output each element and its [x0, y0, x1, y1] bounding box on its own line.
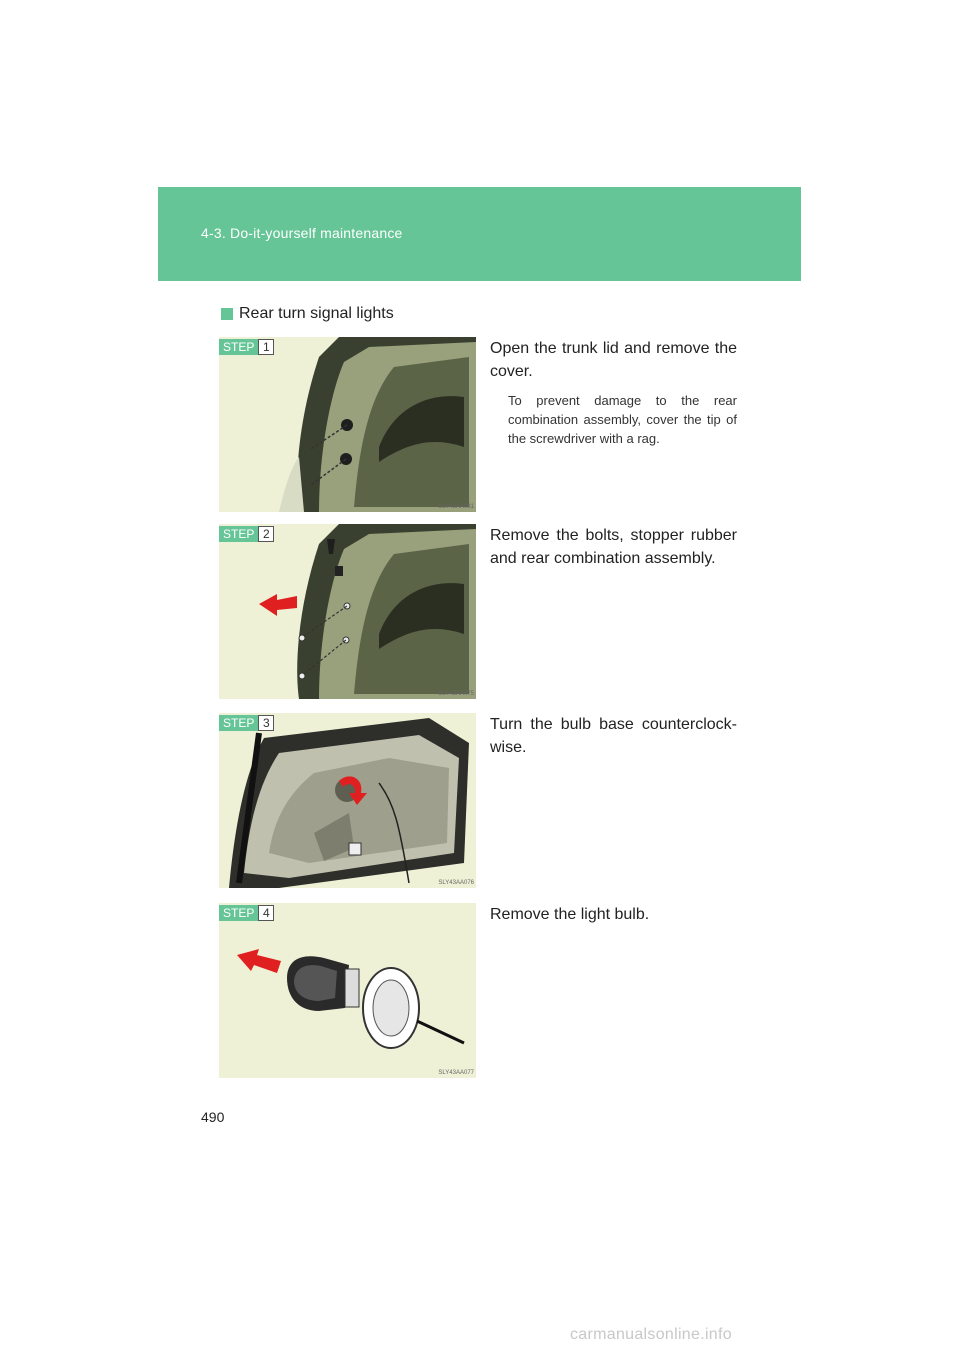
step-4-text	[490, 903, 737, 926]
step-note: To prevent damage to the rear combination assembly, cover the tip of the screwdriver with a rag.	[508, 393, 737, 446]
step-3	[219, 713, 799, 888]
step-instruction: Open the trunk lid and remove the cover.	[490, 340, 737, 380]
image-code: SLY43AA076	[438, 880, 474, 886]
light-bulb-illustration	[219, 903, 476, 1078]
step-1	[219, 337, 799, 512]
trunk-cover-illustration	[219, 337, 476, 512]
step-label: STEP	[219, 905, 258, 921]
step-number: 3	[258, 715, 274, 731]
page-number: 490	[201, 1109, 225, 1125]
step-badge	[219, 905, 274, 921]
image-code: SLY43AA077	[438, 1070, 474, 1076]
bulb-base-illustration	[219, 713, 476, 888]
step-badge	[219, 715, 274, 731]
bolts-removal-illustration	[219, 524, 476, 699]
step-2	[219, 524, 799, 699]
step-4	[219, 903, 799, 1078]
chapter-heading: 4-3. Do-it-yourself maintenance	[201, 225, 403, 241]
section-title-text: Rear turn signal lights	[239, 305, 394, 322]
step-label: STEP	[219, 339, 258, 355]
step-2-text	[490, 524, 737, 570]
arrow-left-icon	[237, 949, 281, 973]
header-band	[158, 187, 801, 281]
arrow-left-icon	[259, 594, 297, 616]
step-label: STEP	[219, 715, 258, 731]
step-instruction: Remove the bolts, stopper rubber and rear combination assembly.	[490, 527, 737, 567]
step-number: 1	[258, 339, 274, 355]
square-bullet-icon	[221, 308, 233, 320]
watermark: carmanualsonline.info	[570, 1326, 732, 1343]
step-badge	[219, 526, 274, 542]
section-title	[221, 305, 394, 323]
step-instruction: Remove the light bulb.	[490, 906, 650, 923]
step-4-illustration	[219, 903, 476, 1078]
step-1-illustration	[219, 337, 476, 512]
step-2-illustration	[219, 524, 476, 699]
step-number: 2	[258, 526, 274, 542]
step-label: STEP	[219, 526, 258, 542]
step-3-illustration	[219, 713, 476, 888]
image-code: SLY43AA081	[438, 504, 474, 510]
step-1-text	[490, 337, 737, 448]
step-3-text	[490, 713, 737, 759]
step-instruction: Turn the bulb base counterclock-wise.	[490, 716, 737, 756]
step-badge	[219, 339, 274, 355]
image-code: SLY43AA075	[438, 691, 474, 697]
step-number: 4	[258, 905, 274, 921]
